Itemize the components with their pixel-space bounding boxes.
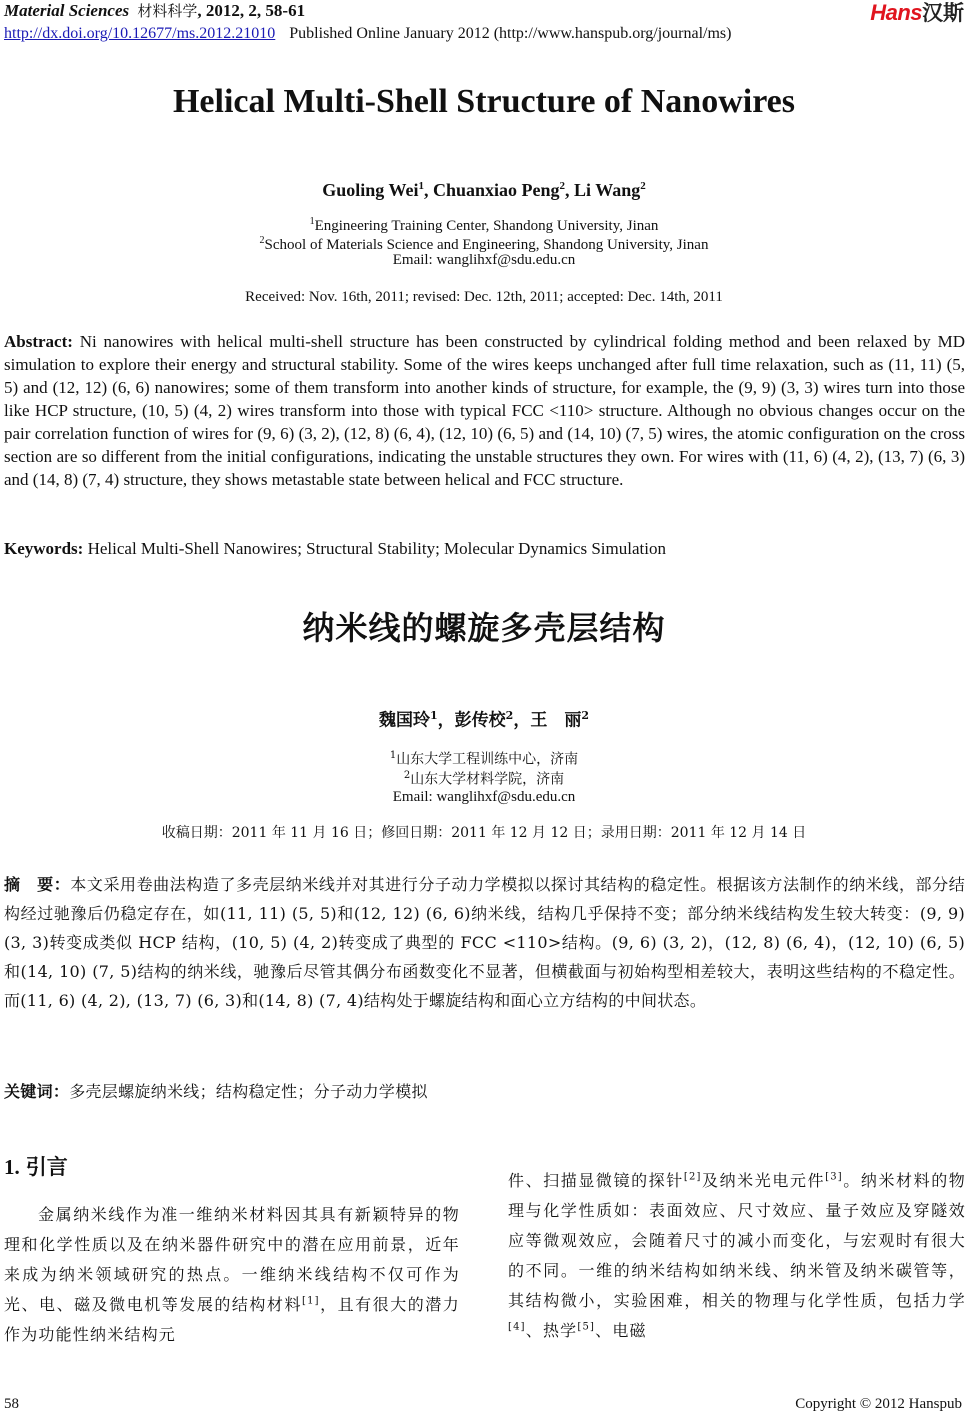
keywords-body: Helical Multi-Shell Nanowires; Structural Stability; Molecular Dynamics Simulation: [83, 539, 666, 558]
section-heading-introduction: [4, 1152, 68, 1182]
abstract-body-cn: 本文采用卷曲法构造了多壳层纳米线并对其进行分子动力学模拟以探讨其结构的稳定性。根据该方法制作的纳米线，部分结构经过驰豫后仍稳定存在，如(11, 11) (5, 5)和(12, 12) (6, 6)纳米线，结构几乎保持不变；部分纳米线结构发生较大转变：(9, 9) (3, 3)转变成类似 HCP 结构，(10, 5) (4, 2)转变成了典型的 FCC <110>结构。(9, 6) (3, 2)，(12, 8) (6, 4)，(12, 10) (6, 5)和(14, 10) (7, 5)结构的纳米线，驰豫后尽管其偶分布函数变化不显著，但横截面与初始构型相差较大，表明这些结构的不稳定性。而(11, 6) (4, 2), (13, 7) (6, 3)和(14, 8) (7, 4)结构处于螺旋结构和面心立方结构的中间状态。: [4, 875, 965, 1010]
publication-info: [4, 24, 731, 44]
affil-text: Engineering Training Center, Shandong University, Jinan: [314, 218, 659, 234]
body-column-right: [508, 1166, 966, 1346]
paper-title-en: Helical Multi-Shell Structure of Nanowires: [172, 83, 795, 120]
body-column-left: [4, 1200, 460, 1350]
dates-cn: 收稿日期：2011 年 11 月 16 日；修回日期：2011 年 12 月 12 日；录用日期：2011 年 12 月 14 日: [161, 825, 807, 841]
keywords-en: [4, 537, 965, 560]
author-name: Chuanxiao Peng: [432, 180, 560, 200]
affil-mark: 1: [309, 216, 315, 227]
published-online-text: Published Online January 2012 (http://www.hanspub.org/journal/ms): [289, 25, 732, 42]
author-separator: ,: [423, 180, 433, 200]
citation-ref[interactable]: [3]: [825, 1171, 843, 1183]
author-affil-mark: 2: [559, 180, 566, 192]
author-affil-mark: 2: [505, 709, 514, 722]
journal-name: Material Sciences: [4, 1, 130, 20]
affil-mark: 1: [389, 750, 397, 761]
author-affil-mark: 1: [430, 709, 438, 722]
affil-mark: 2: [403, 770, 411, 781]
logo-latin: Hans: [870, 0, 922, 25]
abstract-label: Abstract:: [4, 332, 73, 351]
body-text: 件、扫描显微镜的探针: [508, 1171, 684, 1190]
journal-name-cn: 材料科学: [137, 2, 198, 20]
abstract-en: [4, 330, 965, 491]
abstract-body: Ni nanowires with helical multi-shell structure has been constructed by cylindrical folding method and been relaxed by MD simulation to explore their energy and structural stability. Some of the wires keeps unchanged after full time relaxation, such as (11, 11) (5, 5) and (12, 12) (6, 6) nanowires; some of them transform into another kinds of structure, for example, the (9, 9) (3, 3) wires turn into those like HCP structure, (10, 5) (4, 2) wires transform into those with typical FCC <110> structure. Although no obvious changes occur on the pair correlation function of wires for (9, 6) (3, 2), (12, 8) (6, 4), (12, 10) (6, 5) and (14, 10) (7, 5) wires, the atomic configuration on the cross section are so different from the initial configurations, indicating the unstable structures they own. For wires with (11, 6) (4, 2), (13, 7) (6, 3) and (14, 8) (7, 4) structure, they shows metastable state between helical and FCC structure.: [4, 332, 965, 489]
keywords-body-cn: 多壳层螺旋纳米线；结构稳定性；分子动力学模拟: [69, 1082, 428, 1101]
body-text: ，且有很大的潜力作为功能性纳米结构元: [4, 1295, 460, 1344]
email-en: Email: wanglihxf@sdu.edu.cn: [392, 252, 576, 268]
author-affil-mark: 1: [418, 180, 424, 192]
author-separator: ,: [565, 180, 575, 200]
page-number: 58: [4, 1396, 19, 1412]
keywords-cn: [4, 1077, 965, 1106]
author-affil-mark: 2: [581, 709, 589, 722]
logo-cn: 汉斯: [922, 1, 964, 25]
author-name: 彭传校: [454, 710, 506, 731]
affil-text: School of Materials Science and Engineering, Shandong University, Jinan: [264, 237, 709, 253]
body-text: 及纳米光电元件: [701, 1171, 826, 1190]
body-text: 。纳米材料的物理与化学性质如：表面效应、尺寸效应、量子效应及穿隧效应等微观效应，会随着尺寸的减小而变化，与宏观时有很大的不同。一维的纳米结构如纳米线、纳米管及纳米碳管等，其结构微小，实验困难，相关的物理与化学性质，包括力学: [508, 1171, 966, 1310]
body-text: 、热学: [525, 1321, 578, 1340]
author-affil-mark: 2: [640, 180, 646, 192]
author-separator: ，: [437, 710, 455, 731]
email-cn: Email: wanglihxf@sdu.edu.cn: [392, 789, 576, 805]
citation-ref[interactable]: [1]: [302, 1295, 320, 1307]
affil-mark: 2: [259, 235, 265, 246]
abstract-label-cn: 摘 要：: [4, 875, 71, 894]
keywords-label-cn: 关键词：: [4, 1082, 70, 1101]
journal-citation: , 2012, 2, 58-61: [197, 1, 306, 20]
dates-en: Received: Nov. 16th, 2011; revised: Dec. 12th, 2011; accepted: Dec. 14th, 2011: [245, 289, 723, 305]
authors-en: [0, 174, 968, 202]
citation-ref[interactable]: [2]: [683, 1171, 702, 1183]
authors-cn: [0, 704, 968, 733]
affil-text: 山东大学工程训练中心，济南: [396, 751, 579, 768]
body-text: 金属纳米线作为准一维纳米材料因其具有新颖特异的物理和化学性质以及在纳米器件研究中的潜在应用前景，近年来成为纳米领域研究的热点。一维纳米线结构不仅可作为光、电、磁及微电机等发展的结构材料: [4, 1205, 460, 1314]
author-name: 王 丽: [530, 710, 582, 731]
author-name: 魏国玲: [379, 710, 431, 731]
doi-link[interactable]: http://dx.doi.org/10.12677/ms.2012.21010: [4, 25, 276, 42]
paper-title-cn: 纳米线的螺旋多壳层结构: [302, 609, 666, 647]
section-title: 引言: [25, 1155, 68, 1179]
copyright-notice: Copyright © 2012 Hanspub: [795, 1396, 962, 1412]
hans-logo: [870, 0, 964, 26]
abstract-cn: [4, 870, 965, 1015]
citation-ref[interactable]: [5]: [577, 1321, 596, 1333]
body-text: 、电磁: [595, 1321, 647, 1340]
author-separator: ，: [513, 710, 531, 731]
journal-header: [4, 1, 305, 21]
citation-ref[interactable]: [4]: [508, 1321, 526, 1333]
keywords-label: Keywords:: [4, 539, 84, 558]
author-name: Li Wang: [574, 180, 641, 200]
author-name: Guoling Wei: [322, 180, 419, 200]
affil-text: 山东大学材料学院，济南: [410, 771, 565, 788]
section-number: 1.: [4, 1155, 20, 1179]
